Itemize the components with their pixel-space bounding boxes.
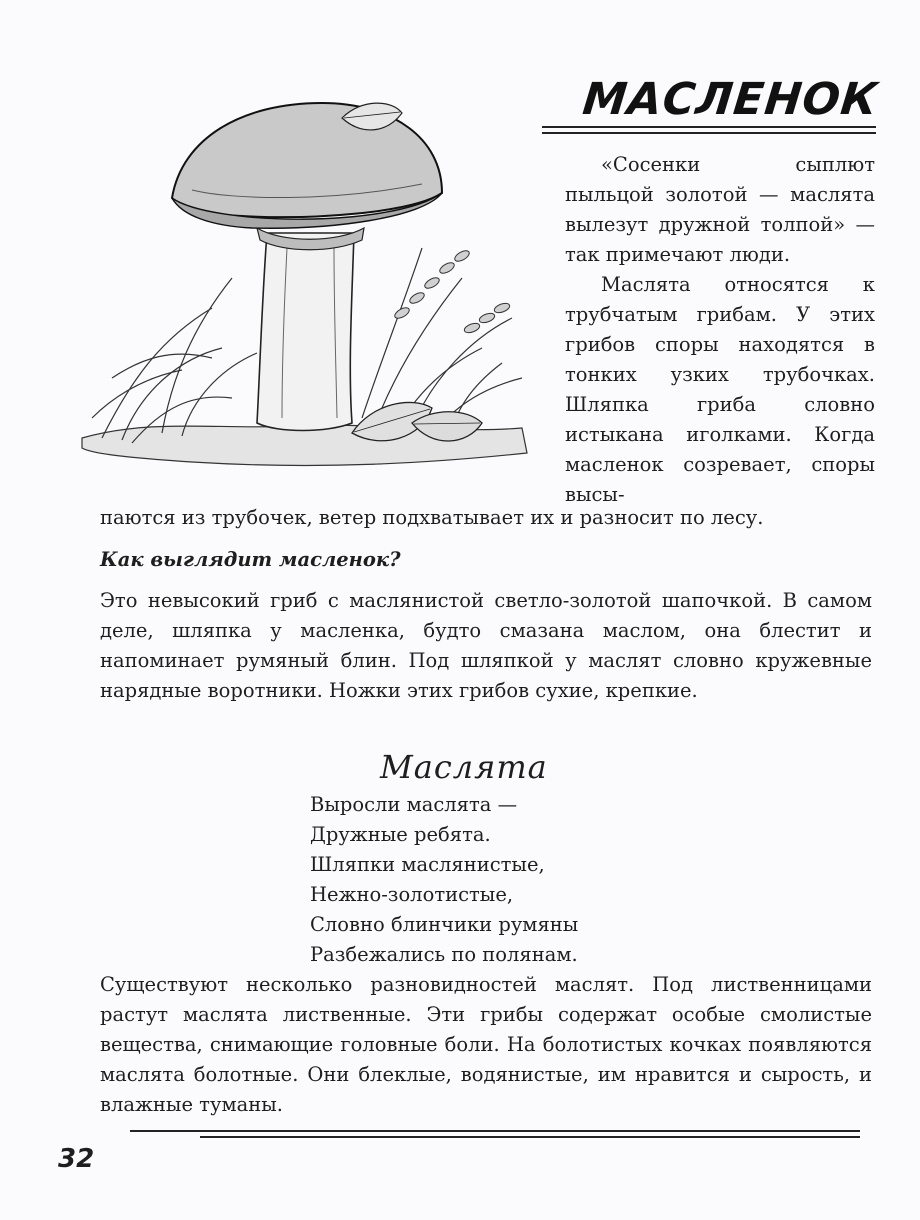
poem-line: Словно блинчики румяны	[310, 913, 579, 936]
poem-line: Шляпки маслянистые,	[310, 853, 545, 876]
poem-line: Выросли маслята —	[310, 793, 518, 816]
page-title: МАСЛЕНОК	[580, 74, 881, 125]
closing-block	[100, 970, 872, 1120]
title-divider	[542, 126, 876, 138]
intro-paragraph-1: «Сосенки сыплют пыльцой золотой — маслята вылезут дружной толпой» — так примечают люди.	[565, 153, 875, 266]
intro-column	[565, 150, 875, 510]
description-paragraph: Это невысокий гриб с маслянистой светло-золотой шапочкой. В самом деле, шляпка у масленка, будто смазана маслом, она блестит и напоминает румяный блин. Под шляпкой у маслят словно кружевные нарядные воротники. Ножки этих грибов сухие, крепкие.	[100, 589, 872, 702]
poem-line: Разбежались по полянам.	[310, 943, 578, 966]
description-block	[100, 586, 872, 706]
page-number: 32	[58, 1144, 95, 1174]
intro-continuation-text: паются из трубочек, ветер подхватывает их и разносит по лесу.	[100, 506, 764, 529]
footer-divider	[130, 1130, 860, 1142]
intro-continuation	[100, 503, 872, 533]
poem-title: Маслята	[380, 748, 548, 786]
intro-paragraph-2: Маслята относятся к трубчатым грибам. У этих грибов споры находятся в тонких узких трубочках. Шляпка гриба словно истыкана иголками. Когда масленок созревает, споры высы-	[565, 273, 875, 506]
section-question: Как выглядит масленок?	[100, 548, 401, 571]
poem-line: Дружные ребята.	[310, 823, 491, 846]
mushroom-illustration	[72, 78, 532, 486]
closing-paragraph: Существуют несколько разновидностей маслят. Под лиственницами растут маслята лиственные. Эти грибы содержат особые смолистые вещества, снимающие головные боли. На болотистых кочках появляются маслята болотные. Они блеклые, водянистые, им нравится и сырость, и влажные туманы.	[100, 973, 872, 1116]
poem	[310, 790, 578, 970]
poem-line: Нежно-золотистые,	[310, 883, 514, 906]
